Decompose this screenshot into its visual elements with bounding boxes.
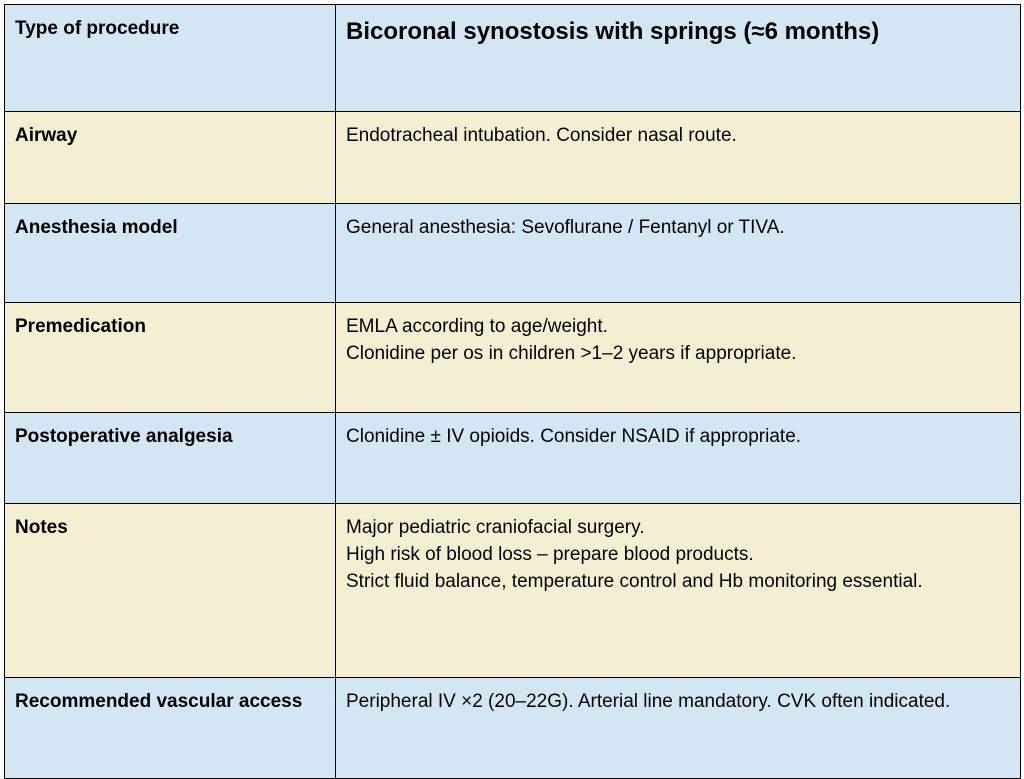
row-value-anesthesia-model: [336, 204, 1021, 303]
airway-line-1: Endotracheal intubation. Consider nasal route.: [346, 125, 737, 146]
anesthesia-model-line-1: General anesthesia: Sevoflurane / Fentanyl or TIVA.: [346, 217, 785, 238]
procedure-title: Bicoronal synostosis with springs (≈6 months): [336, 5, 1021, 112]
procedure-type-label: Type of procedure: [5, 5, 336, 112]
table-row-premedication: [5, 303, 1021, 413]
row-label-notes: Notes: [5, 504, 336, 678]
row-label-premedication: Premedication: [5, 303, 336, 413]
row-label-vascular-access: Recommended vascular access: [5, 678, 336, 779]
notes-line-2: High risk of blood loss – prepare blood products.: [346, 544, 754, 565]
postoperative-analgesia-line-1: Clonidine ± IV opioids. Consider NSAID if appropriate.: [346, 426, 802, 447]
notes-line-1: Major pediatric craniofacial surgery.: [346, 517, 645, 538]
table-row-airway: [5, 112, 1021, 204]
row-label-postoperative-analgesia: Postoperative analgesia: [5, 413, 336, 504]
row-value-notes: [336, 504, 1021, 678]
row-value-vascular-access: [336, 678, 1021, 779]
vascular-access-line-1: Peripheral IV ×2 (20–22G). Arterial line mandatory. CVK often indicated.: [346, 691, 951, 712]
row-value-premedication: [336, 303, 1021, 413]
table-row-notes: [5, 504, 1021, 678]
row-value-airway: [336, 112, 1021, 204]
notes-line-3: Strict fluid balance, temperature control and Hb monitoring essential.: [346, 571, 923, 592]
table-row-anesthesia-model: [5, 204, 1021, 303]
row-label-airway: Airway: [5, 112, 336, 204]
table-row-postoperative-analgesia: [5, 413, 1021, 504]
table-header-row: [5, 5, 1021, 112]
table-row-vascular-access: [5, 678, 1021, 779]
premedication-line-2: Clonidine per os in children >1–2 years if appropriate.: [346, 343, 797, 364]
row-label-anesthesia-model: Anesthesia model: [5, 204, 336, 303]
procedure-table: [4, 4, 1021, 779]
row-value-postoperative-analgesia: [336, 413, 1021, 504]
premedication-line-1: EMLA according to age/weight.: [346, 316, 608, 337]
